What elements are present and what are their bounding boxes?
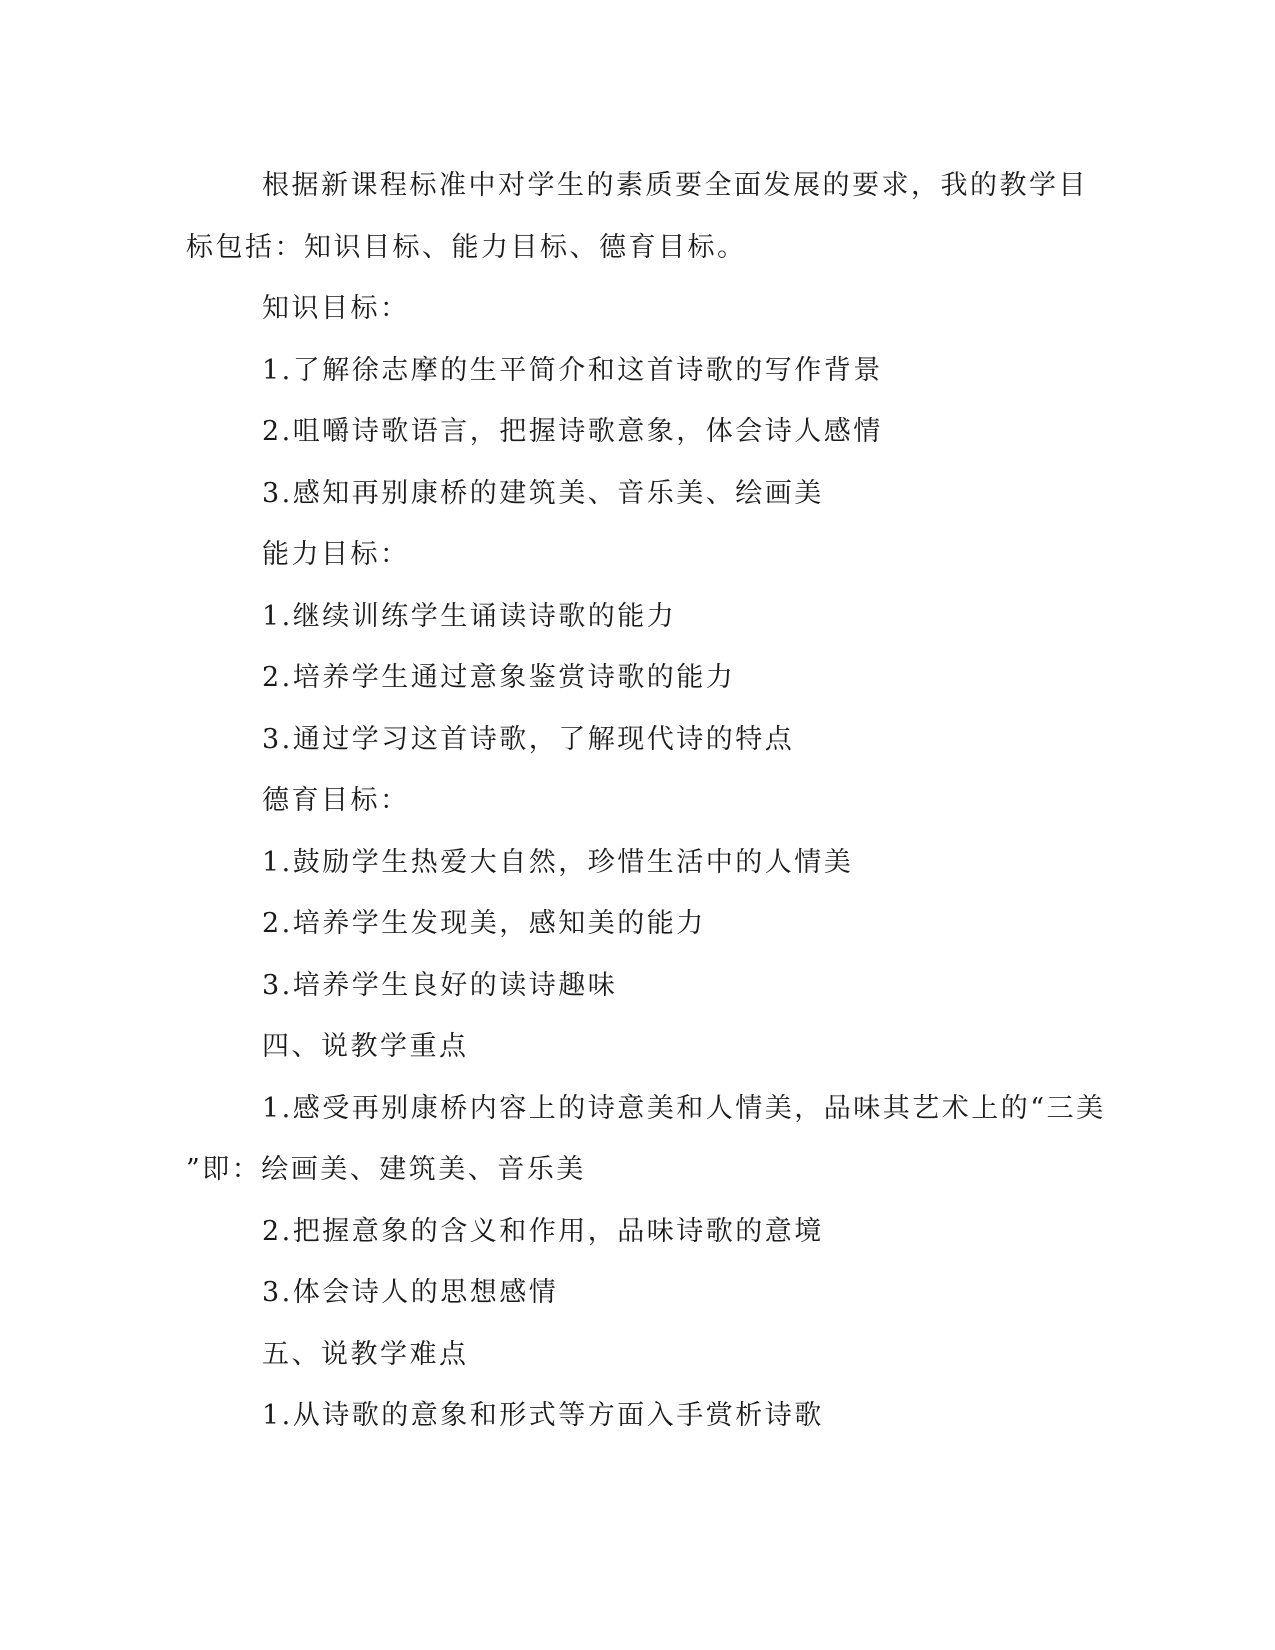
- list-item: 1.从诗歌的意象和形式等方面入手赏析诗歌: [262, 1400, 824, 1431]
- list-item: 1.继续训练学生诵读诗歌的能力: [262, 600, 677, 632]
- section-heading: 知识目标：: [262, 293, 410, 324]
- section-heading: 德育目标：: [262, 785, 410, 816]
- list-item: 3.感知再别康桥的建筑美、音乐美、绘画美: [262, 477, 824, 509]
- paragraph-line: 标包括：知识目标、能力目标、德育目标。: [186, 231, 747, 263]
- list-item: 1.感受再别康桥内容上的诗意美和人情美，品味其艺术上的“三美: [262, 1092, 1106, 1124]
- section-heading: 四、说教学重点: [262, 1031, 469, 1062]
- list-item: 1.了解徐志摩的生平简介和这首诗歌的写作背景: [262, 354, 883, 386]
- list-item: 3.体会诗人的思想感情: [262, 1277, 559, 1308]
- list-item: 1.鼓励学生热爱大自然，珍惜生活中的人情美: [262, 846, 854, 878]
- section-heading: 五、说教学难点: [262, 1338, 469, 1370]
- list-item: 2.把握意象的含义和作用，品味诗歌的意境: [262, 1215, 824, 1247]
- list-item: 3.通过学习这首诗歌，了解现代诗的特点: [262, 723, 795, 755]
- list-item: 2.培养学生发现美，感知美的能力: [262, 908, 706, 939]
- list-item-continuation: ”即：绘画美、建筑美、音乐美: [186, 1154, 586, 1185]
- section-heading: 能力目标：: [262, 539, 410, 570]
- list-item: 2.咀嚼诗歌语言，把握诗歌意象，体会诗人感情: [262, 416, 883, 447]
- document-body: [186, 155, 1106, 1447]
- list-item: 2.培养学生通过意象鉴赏诗歌的能力: [262, 662, 736, 693]
- list-item: 3.培养学生良好的读诗趣味: [262, 969, 618, 1001]
- paragraph-line: 根据新课程标准中对学生的素质要全面发展的要求，我的教学目: [262, 170, 1088, 201]
